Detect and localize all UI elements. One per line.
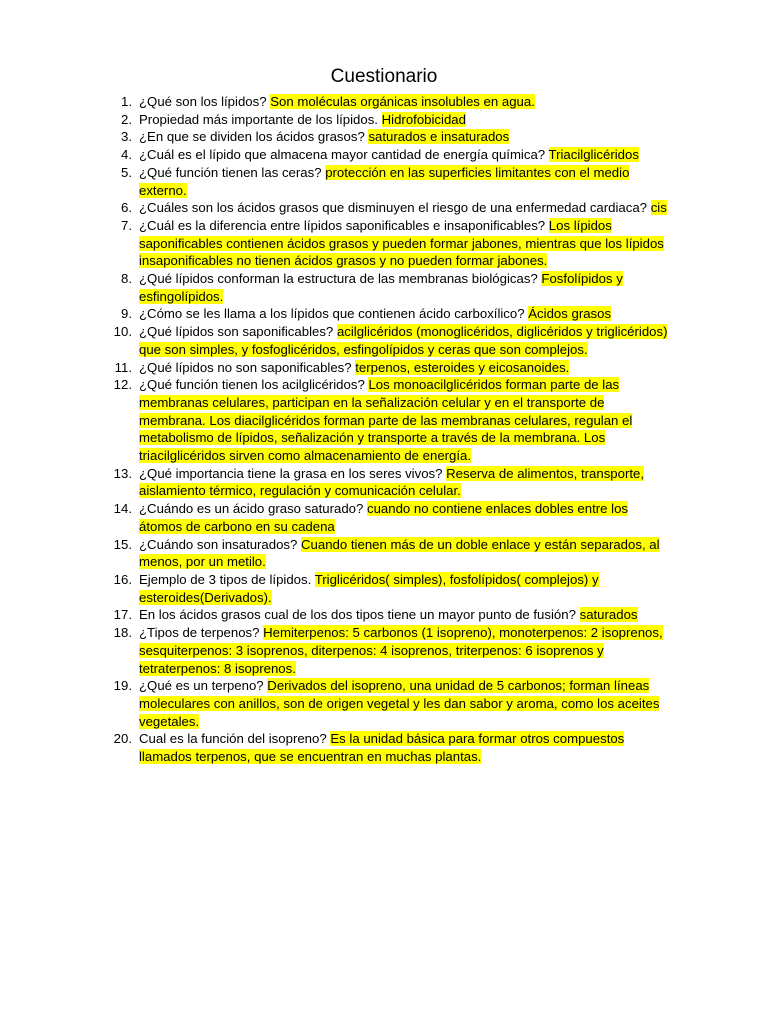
highlighted-answer: Fosfolípidos y esfingolípidos. [139, 271, 623, 304]
highlighted-answer: Reserva de alimentos, transporte, aislamiento térmico, regulación y comunicación celular. [139, 465, 645, 499]
question-number: 16 . [0, 571, 132, 589]
question-item [0, 606, 669, 624]
question-number: 11 . [0, 359, 132, 377]
question-number: 10 . [0, 323, 132, 341]
question-text: ¿Cuáles son los ácidos grasos que disminuyen el riesgo de una enfermedad cardiaca? [139, 200, 651, 216]
question-number: 13 . [0, 465, 132, 483]
question-item [0, 730, 669, 765]
question-text: ¿Cuál es el lípido que almacena mayor cantidad de energía química? [139, 147, 549, 163]
question-text: ¿Cuál es la diferencia entre lípidos saponificables e insaponificables? [139, 217, 549, 233]
question-number: 1 . [0, 93, 132, 111]
question-item [0, 270, 669, 305]
question-item [0, 465, 669, 500]
highlighted-answer: Triglicéridos( simples), fosfolípidos( complejos) y esteroides(Derivados). [139, 571, 599, 605]
highlighted-answer: saturados [579, 607, 638, 623]
highlighted-answer: Los lípidos saponificables contienen ácidos grasos y pueden formar jabones, mientras que los lípidos insaponificables no tienen ácidos grasos y no pueden formar jabones. [139, 217, 664, 269]
question-text: Propiedad más importante de los lípidos. [139, 111, 382, 127]
highlighted-answer: Triacilglicéridos [548, 147, 639, 163]
question-number: 7 . [0, 217, 132, 235]
highlighted-answer: Ácidos grasos [528, 306, 612, 322]
highlighted-answer: Cuando tienen más de un doble enlace y están separados, al menos, por un metilo. [139, 536, 660, 570]
question-text: Cual es la función del isopreno? [139, 731, 331, 747]
highlighted-answer: cuando no contiene enlaces dobles entre los átomos de carbono en su cadena [139, 501, 629, 534]
highlighted-answer: Son moléculas orgánicas insolubles en agua. [270, 94, 535, 109]
question-number: 14 . [0, 500, 132, 518]
highlighted-answer: Es la unidad básica para formar otros compuestos llamados terpenos, que se encuentran en muchas plantas. [139, 731, 625, 765]
question-text: ¿Qué importancia tiene la grasa en los seres vivos? [139, 465, 447, 481]
question-item [0, 571, 669, 606]
question-item [0, 128, 669, 146]
question-number: 20 . [0, 730, 132, 748]
question-text: ¿Qué función tienen los acilglicéridos? [139, 377, 369, 393]
question-item [0, 93, 669, 111]
question-number: 15 . [0, 536, 132, 554]
highlighted-answer: Hidrofobicidad [381, 111, 466, 127]
question-item [0, 111, 669, 129]
question-number: 9 . [0, 305, 132, 323]
question-item [0, 305, 669, 323]
question-text: ¿Qué lípidos conforman la estructura de las membranas biológicas? [139, 271, 542, 287]
highlighted-answer: acilglicéridos (monoglicéridos, diglicéridos y triglicéridos) que son simples, y fosfoglicéridos, esfingolípidos y ceras que son complejos. [139, 324, 668, 357]
question-text: ¿Qué lípidos no son saponificables? [139, 359, 356, 375]
question-text: En los ácidos grasos cual de los dos tipos tiene un mayor punto de fusión? [139, 607, 580, 623]
question-text: ¿Tipos de terpenos? [139, 625, 264, 641]
question-item [0, 500, 669, 535]
page-title: Cuestionario [330, 66, 438, 87]
question-item [0, 677, 669, 730]
question-number: 18 . [0, 624, 132, 642]
question-item [0, 536, 669, 571]
question-text: ¿Cómo se les llama a los lípidos que contienen ácido carboxílico? [139, 306, 529, 322]
question-list [0, 93, 768, 766]
question-text: ¿Qué es un terpeno? [139, 678, 268, 694]
question-number: 6 . [0, 199, 132, 217]
highlighted-answer: saturados e insaturados [368, 129, 510, 145]
question-number: 5 . [0, 164, 132, 182]
question-text: ¿Cuándo son insaturados? [139, 536, 302, 552]
question-item [0, 199, 669, 217]
highlighted-answer: cis [650, 200, 667, 216]
highlighted-answer: Hemiterpenos: 5 carbonos (1 isopreno), monoterpenos: 2 isoprenos, sesquiterpenos: 3 isoprenos, diterpenos: 4 isoprenos, triterpenos: 6 isoprenos y tetraterpenos: 8 isoprenos. [139, 625, 663, 676]
question-item [0, 359, 669, 377]
question-text: ¿Qué son los lípidos? [139, 94, 271, 109]
highlighted-answer: terpenos, esteroides y eicosanoides. [355, 359, 570, 375]
question-number: 4 . [0, 146, 132, 164]
question-text: ¿Cuándo es un ácido graso saturado? [139, 501, 367, 517]
highlighted-answer: Derivados del isopreno, una unidad de 5 carbonos; forman líneas moleculares con anillos, son de origen vegetal y les dan sabor y aroma, como los aceites vegetales. [139, 678, 660, 729]
question-number: 8 . [0, 270, 132, 288]
question-number: 12 . [0, 376, 132, 394]
question-number: 2 . [0, 111, 132, 129]
question-text: Ejemplo de 3 tipos de lípidos. [139, 571, 315, 587]
question-number: 17 . [0, 606, 132, 624]
highlighted-answer: Los monoacilglicéridos forman parte de las membranas celulares, participan en la señalización celular y en el transporte de membrana. Los diacilglicéridos forman parte de las membranas celulares, regulan el metabolismo de lípidos, señalización y transporte a través de la membrana. Los triacilglicéridos sirven como almacenamiento de energía. [139, 377, 633, 464]
question-item [0, 624, 669, 677]
question-number: 3 . [0, 128, 132, 146]
question-text: ¿En que se dividen los ácidos grasos? [139, 129, 369, 145]
question-item [0, 376, 669, 465]
highlighted-answer: protección en las superficies limitantes con el medio externo. [139, 164, 630, 198]
question-item [0, 146, 669, 164]
question-item [0, 323, 669, 358]
question-text: ¿Qué lípidos son saponificables? [139, 324, 337, 340]
question-text: ¿Qué función tienen las ceras? [139, 164, 326, 180]
question-item [0, 164, 669, 199]
question-number: 19 . [0, 677, 132, 695]
question-item [0, 217, 669, 270]
